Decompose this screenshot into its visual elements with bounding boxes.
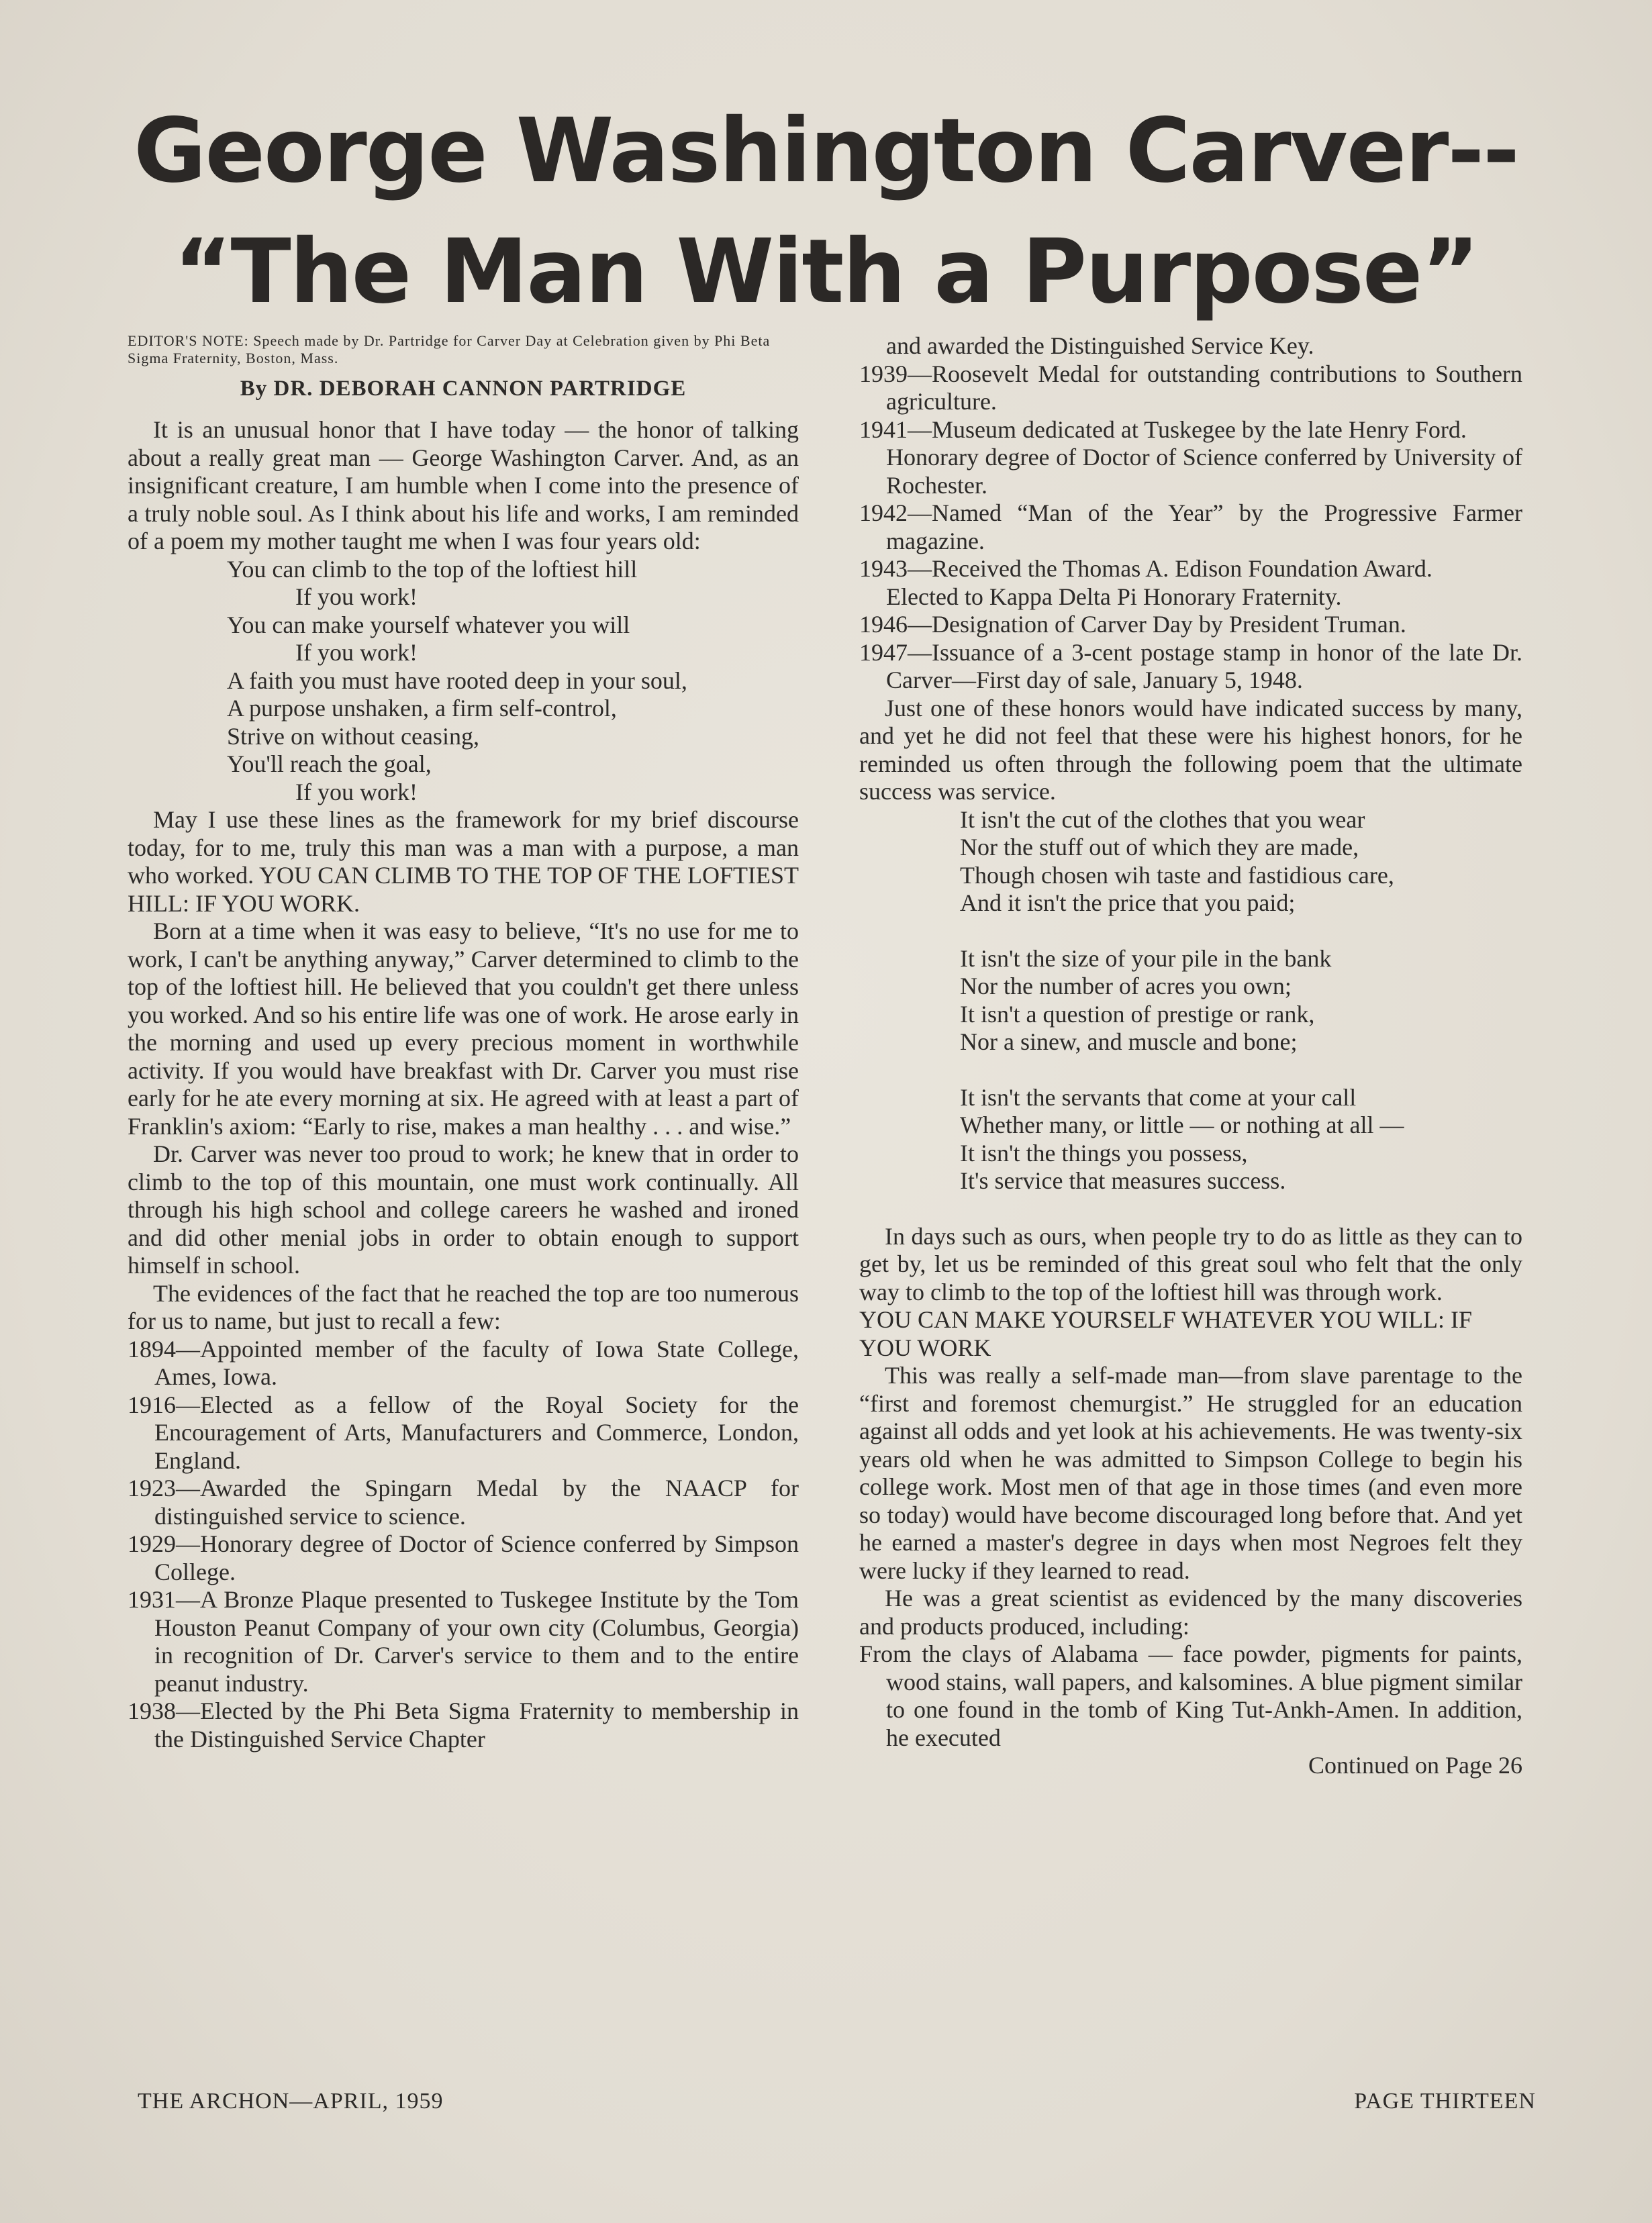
poem-line: You can climb to the top of the loftiest hill	[227, 555, 638, 583]
paragraph: Born at a time when it was easy to believe, “It's no use for me to work, I can't be anything anyway,” Carver determined to climb to the top of the loftiest hill. He believed that you couldn't get there unless you worked. And so his entire life was one of work. He arose early in the morning and used up every precious moment in worthwhile activity. If you would have breakfast with Dr. Carver you must rise early for he ate every morning at six. He agreed with at least a part of Franklin's axiom: “Early to rise, makes a man healthy . . . and wise.”	[128, 918, 799, 1140]
continued-notice: Continued on Page 26	[1308, 1752, 1522, 1779]
paragraph: Just one of these honors would have indicated success by many, and yet he did not feel that these were his highest honors, for he reminded us often through the following poem that the ultimate success was service.	[859, 694, 1522, 805]
poem-line: If you work!	[295, 583, 418, 610]
poem-line: It isn't the servants that come at your call	[960, 1083, 1357, 1111]
poem-line: Strive on without ceasing,	[227, 722, 479, 750]
poem-line: It's service that measures success.	[960, 1167, 1286, 1194]
poem-line: If you work!	[295, 778, 418, 805]
honor-item: 1947—Issuance of a 3-cent postage stamp in honor of the late Dr. Carver—First day of sale, January 5, 1948.	[859, 638, 1522, 693]
article-title: George Washington Carver--	[134, 99, 1518, 203]
poem-line: A faith you must have rooted deep in your soul,	[227, 666, 687, 694]
paragraph: In days such as ours, when people try to do as little as they can to get by, let us be reminded of this great soul who felt that the only way to climb to the top of the loftiest hill was through work.	[859, 1222, 1522, 1305]
paragraph: This was really a self-made man—from slave parentage to the “first and foremost chemurgist.” He struggled for an education against all odds and yet look at his achievements. He was twenty-six years old when he was admitted to Simpson College to begin his college work. Most men of that age in those times (and even more so today) would have become discouraged long before that. And yet he earned a master's degree in days when most Negroes felt they were lucky if they learned to read.	[859, 1362, 1522, 1584]
honor-item: 1916—Elected as a fellow of the Royal Society for the Encouragement of Arts, Manufacturers and Commerce, London, England.	[128, 1391, 799, 1474]
poem-line: It isn't the size of your pile in the bank	[960, 944, 1332, 972]
section-heading: YOU CAN MAKE YOURSELF WHATEVER YOU WILL: IF YOU WORK	[859, 1306, 1472, 1361]
poem-line: Whether many, or little — or nothing at all —	[960, 1112, 1404, 1138]
poem-line: A purpose unshaken, a firm self-control,	[227, 695, 617, 722]
poem-line: Though chosen wih taste and fastidious care,	[960, 861, 1394, 889]
poem-line: It isn't the cut of the clothes that you wear	[960, 805, 1365, 833]
honor-item: 1923—Awarded the Spingarn Medal by the NAACP for distinguished service to science.	[128, 1475, 799, 1530]
poem-line: Nor the number of acres you own;	[960, 973, 1292, 999]
poem-line: And it isn't the price that you paid;	[960, 889, 1296, 916]
honor-item: 1943—Received the Thomas A. Edison Foundation Award.	[859, 555, 1432, 582]
poem-if-you-work	[128, 556, 799, 807]
honor-item: 1942—Named “Man of the Year” by the Progressive Farmer magazine.	[859, 499, 1522, 554]
paragraph: It is an unusual honor that I have today — the honor of talking about a really great man — George Washington Carver. And, as an insignificant creature, I am humble when I come into the presence of a truly noble soul. As I think about his life and works, I am reminded of a poem my mother taught me when I was four years old:	[128, 416, 799, 554]
poem-line: You'll reach the goal,	[227, 750, 432, 777]
paragraph: The evidences of the fact that he reached the top are too numerous for us to name, but just to recall a few:	[128, 1279, 799, 1334]
poem-line: It isn't the things you possess,	[960, 1139, 1248, 1167]
poem-line: Nor the stuff out of which they are made,	[960, 834, 1359, 860]
honor-item: Honorary degree of Doctor of Science conferred by University of Rochester.	[886, 444, 1522, 499]
honor-item: 1939—Roosevelt Medal for outstanding contributions to Southern agriculture.	[859, 360, 1522, 415]
poem-line: Nor a sinew, and muscle and bone;	[960, 1028, 1298, 1055]
poem-line: You can make yourself whatever you will	[227, 611, 630, 638]
footer-page-number: PAGE THIRTEEN	[1354, 2089, 1536, 2114]
poem-stanza	[859, 1084, 1522, 1195]
poem-line: It isn't a question of prestige or rank,	[960, 1000, 1315, 1028]
paragraph: Dr. Carver was never too proud to work; he knew that in order to climb to the top of this mountain, one must work continually. All through his high school and college careers he washed and ironed and did other menial jobs in order to obtain enough to support himself in school.	[128, 1140, 799, 1279]
poem-stanza	[859, 945, 1522, 1056]
honor-item: 1938—Elected by the Phi Beta Sigma Fraternity to membership in the Distinguished Service Chapter	[128, 1697, 799, 1752]
paragraph: May I use these lines as the framework for my brief discourse today, for to me, truly this man was a man with a purpose, a man who worked. YOU CAN CLIMB TO THE TOP OF THE LOFTIEST HILL: IF YOU WORK.	[128, 806, 799, 917]
poem-line: If you work!	[295, 639, 418, 666]
honor-item: 1946—Designation of Carver Day by President Truman.	[859, 611, 1406, 638]
honor-item: 1929—Honorary degree of Doctor of Science conferred by Simpson College.	[128, 1530, 799, 1585]
honor-continuation: and awarded the Distinguished Service Key.	[886, 332, 1314, 359]
honor-item: 1941—Museum dedicated at Tuskegee by the late Henry Ford.	[859, 415, 1467, 443]
article-subtitle: “The Man With a Purpose”	[173, 220, 1479, 324]
footer-publication: THE ARCHON—APRIL, 1959	[138, 2089, 444, 2114]
poem-stanza	[859, 806, 1522, 918]
honor-item: 1894—Appointed member of the faculty of Iowa State College, Ames, Iowa.	[128, 1335, 799, 1390]
editor-note: EDITOR'S NOTE: Speech made by Dr. Partridge for Carver Day at Celebration given by Phi Beta Sigma Fraternity, Boston, Mass.	[128, 332, 771, 366]
byline: By DR. DEBORAH CANNON PARTRIDGE	[240, 377, 687, 401]
honor-item: 1931—A Bronze Plaque presented to Tuskegee Institute by the Tom Houston Peanut Company of your own city (Columbus, Georgia) in recognition of Dr. Carver's service to them and to the entire peanut industry.	[128, 1586, 799, 1697]
paragraph: From the clays of Alabama — face powder, pigments for paints, wood stains, wall papers, and kalsomines. A blue pigment similar to one found in the tomb of King Tut-Ankh-Amen. In addition, he executed	[859, 1640, 1522, 1751]
honor-item: Elected to Kappa Delta Pi Honorary Fraternity.	[886, 583, 1342, 610]
paragraph: He was a great scientist as evidenced by the many discoveries and products produced, including:	[859, 1585, 1522, 1640]
poem-service	[859, 806, 1522, 1195]
left-column	[128, 332, 799, 1753]
right-column	[859, 332, 1522, 1780]
